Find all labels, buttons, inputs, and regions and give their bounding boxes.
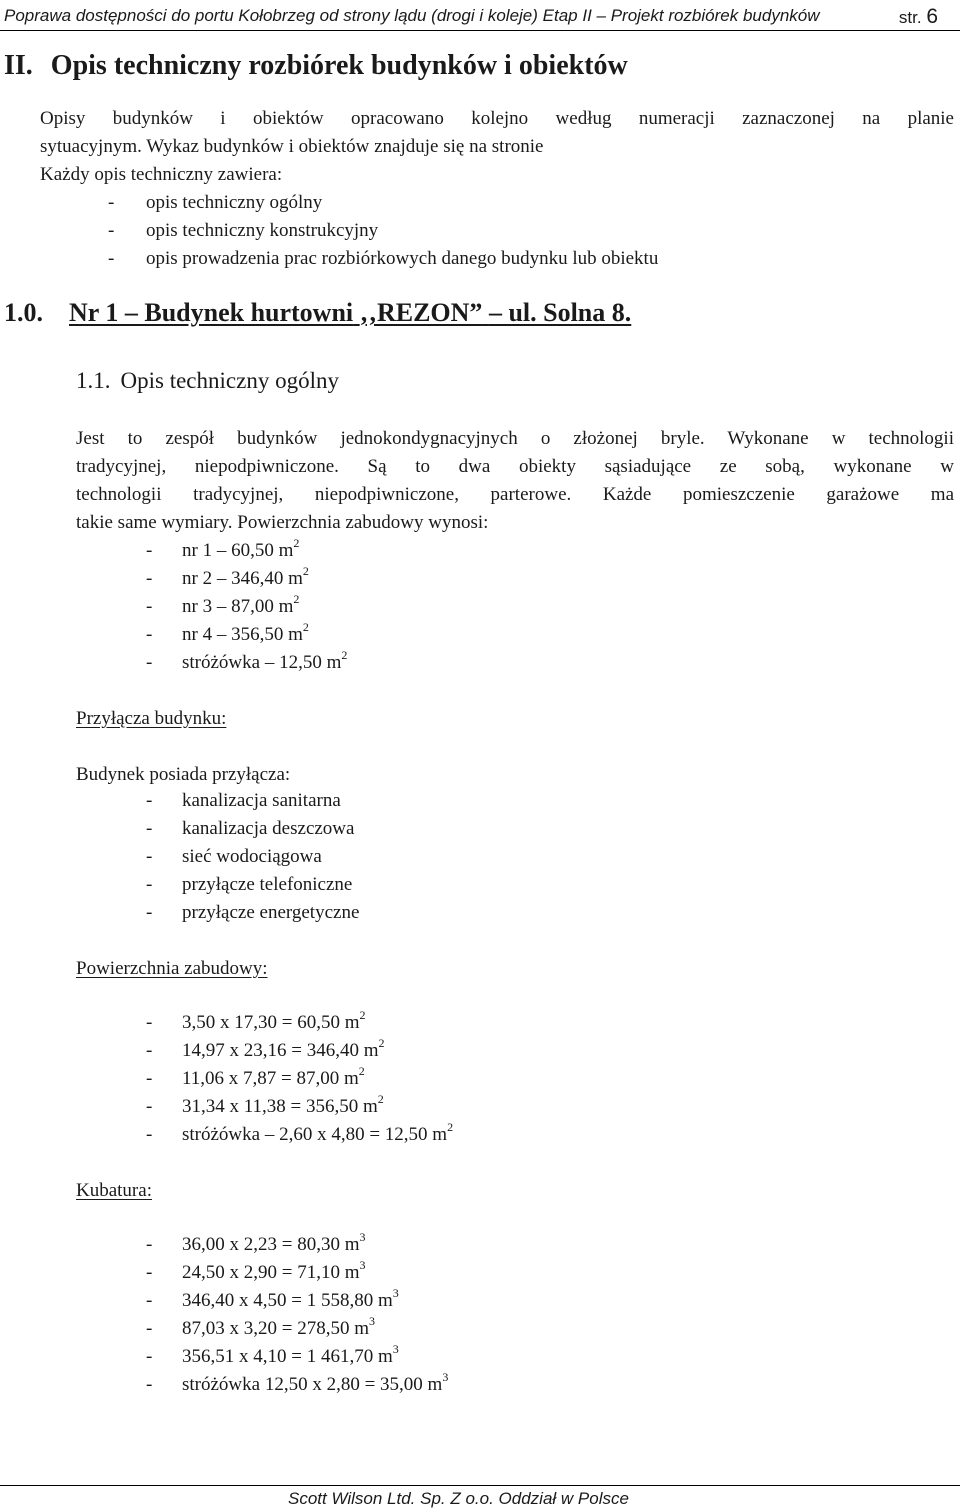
unit-exponent: 2 bbox=[378, 1036, 385, 1050]
list-item bbox=[146, 540, 152, 562]
connection-item: przyłącze telefoniczne bbox=[182, 874, 353, 895]
unit-exponent: 2 bbox=[341, 648, 348, 662]
bullet-dash: - bbox=[146, 568, 153, 589]
volume-item bbox=[182, 1370, 449, 1396]
calc-text: 87,03 x 3,20 = 278,50 m bbox=[182, 1318, 369, 1339]
list-item bbox=[146, 1040, 152, 1062]
unit-exponent: 2 bbox=[358, 1064, 365, 1078]
list-item bbox=[146, 1012, 152, 1034]
unit-exponent: 3 bbox=[359, 1258, 366, 1272]
bullet-dash: - bbox=[146, 902, 153, 923]
building-title-c: – ul. Solna 8. bbox=[488, 298, 632, 327]
unit-exponent: 2 bbox=[447, 1120, 454, 1134]
general-line-3: technologii tradycyjnej, niepodpiwniczone, parterowe. Każde pomieszczenie garażowe ma bbox=[76, 484, 954, 505]
volume-heading: Kubatura: bbox=[76, 1180, 152, 1201]
list-item bbox=[146, 1068, 152, 1090]
building-title-a: Nr 1 – Budynek hurtowni bbox=[69, 298, 354, 327]
built-area-item bbox=[182, 1120, 454, 1146]
page-number-label: str. bbox=[898, 8, 922, 27]
area-text: nr 2 – 346,40 m bbox=[182, 568, 303, 589]
list-item bbox=[146, 1290, 152, 1312]
unit-exponent: 2 bbox=[302, 620, 309, 634]
bullet-dash: - bbox=[146, 1012, 153, 1033]
area-item bbox=[182, 620, 309, 646]
area-text: nr 1 – 60,50 m bbox=[182, 540, 294, 561]
list-item bbox=[108, 220, 114, 242]
list-item bbox=[146, 652, 152, 674]
bullet-dash: - bbox=[146, 1124, 153, 1145]
list-item bbox=[108, 192, 114, 214]
subsection-heading bbox=[76, 368, 339, 394]
connection-item: kanalizacja sanitarna bbox=[182, 790, 341, 811]
subsection-number: 1.1. bbox=[76, 368, 111, 393]
list-item bbox=[146, 874, 152, 896]
bullet-dash: - bbox=[108, 220, 115, 241]
intro-line-1: Opisy budynków i obiektów opracowano kolejno według numeracji zaznaczonej na planie bbox=[40, 108, 954, 129]
volume-item bbox=[182, 1286, 399, 1312]
general-line-2: tradycyjnej, niepodpiwniczone. Są to dwa obiekty sąsiadujące ze sobą, wykonane w bbox=[76, 456, 954, 477]
page-footer: Scott Wilson Ltd. Sp. Z o.o. Oddział w Polsce bbox=[288, 1489, 629, 1508]
area-text: nr 3 – 87,00 m bbox=[182, 596, 294, 617]
bullet-dash: - bbox=[146, 1262, 153, 1283]
area-text: stróżówka – 12,50 m bbox=[182, 652, 342, 673]
list-item bbox=[146, 818, 152, 840]
page-number-value: 6 bbox=[926, 5, 938, 28]
bullet-dash: - bbox=[146, 624, 153, 645]
area-item bbox=[182, 564, 309, 590]
list-item bbox=[146, 1096, 152, 1118]
calc-text: 36,00 x 2,23 = 80,30 m bbox=[182, 1234, 360, 1255]
built-area-item bbox=[182, 1036, 385, 1062]
list-item bbox=[108, 248, 114, 270]
list-item bbox=[146, 790, 152, 812]
calc-text: stróżówka – 2,60 x 4,80 = 12,50 m bbox=[182, 1124, 448, 1145]
connections-heading: Przyłącza budynku: bbox=[76, 708, 227, 729]
calc-text: 11,06 x 7,87 = 87,00 m bbox=[182, 1068, 359, 1089]
built-area-heading: Powierzchnia zabudowy: bbox=[76, 958, 268, 979]
list-item bbox=[146, 1234, 152, 1256]
intro-line-3: Każdy opis techniczny zawiera: bbox=[40, 164, 283, 185]
bullet-dash: - bbox=[108, 192, 115, 213]
volume-item bbox=[182, 1342, 399, 1368]
bullet-dash: - bbox=[146, 874, 153, 895]
bullet-dash: - bbox=[146, 790, 153, 811]
bullet-dash: - bbox=[146, 1040, 153, 1061]
list-item bbox=[146, 568, 152, 590]
bullet-dash: - bbox=[146, 596, 153, 617]
list-item bbox=[146, 596, 152, 618]
built-area-item bbox=[182, 1092, 384, 1118]
list-item bbox=[146, 1346, 152, 1368]
calc-text: 31,34 x 11,38 = 356,50 m bbox=[182, 1096, 378, 1117]
connections-intro: Budynek posiada przyłącza: bbox=[76, 764, 291, 785]
unit-exponent: 3 bbox=[442, 1370, 449, 1384]
section-number: II. bbox=[4, 50, 33, 81]
unit-exponent: 3 bbox=[369, 1314, 375, 1328]
unit-exponent: 2 bbox=[293, 592, 300, 606]
list-item-text: opis techniczny konstrukcyjny bbox=[146, 220, 379, 241]
volume-item bbox=[182, 1314, 375, 1340]
unit-exponent: 2 bbox=[293, 536, 300, 550]
intro-line-2: sytuacyjnym. Wykaz budynków i obiektów znajduje się na stronie bbox=[40, 136, 544, 157]
area-item bbox=[182, 648, 348, 674]
page-header-title: Poprawa dostępności do portu Kołobrzeg od strony lądu (drogi i koleje) Etap II – Projekt rozbiórek budynków bbox=[4, 6, 820, 25]
bullet-dash: - bbox=[146, 1318, 153, 1339]
calc-text: 24,50 x 2,90 = 71,10 m bbox=[182, 1262, 360, 1283]
built-area-item bbox=[182, 1064, 365, 1090]
building-heading bbox=[4, 298, 631, 328]
list-item-text: opis prowadzenia prac rozbiórkowych danego budynku lub obiektu bbox=[146, 248, 659, 269]
bullet-dash: - bbox=[146, 540, 153, 561]
bullet-dash: - bbox=[146, 1374, 153, 1395]
calc-text: 356,51 x 4,10 = 1 461,70 m bbox=[182, 1346, 393, 1367]
connection-item: kanalizacja deszczowa bbox=[182, 818, 355, 839]
section-heading bbox=[4, 50, 628, 82]
header-rule bbox=[0, 30, 960, 31]
area-item bbox=[182, 592, 300, 618]
list-item bbox=[146, 1262, 152, 1284]
calc-text: 14,97 x 23,16 = 346,40 m bbox=[182, 1040, 379, 1061]
list-item bbox=[146, 1318, 152, 1340]
page-number bbox=[899, 5, 938, 29]
list-item bbox=[146, 1374, 152, 1396]
list-item bbox=[146, 624, 152, 646]
list-item-text: opis techniczny ogólny bbox=[146, 192, 323, 213]
building-number: 1.0. bbox=[4, 298, 43, 327]
footer-rule bbox=[0, 1485, 960, 1486]
volume-item bbox=[182, 1258, 366, 1284]
bullet-dash: - bbox=[146, 1068, 153, 1089]
bullet-dash: - bbox=[146, 1346, 153, 1367]
bullet-dash: - bbox=[108, 248, 115, 269]
bullet-dash: - bbox=[146, 818, 153, 839]
unit-exponent: 2 bbox=[302, 564, 309, 578]
unit-exponent: 2 bbox=[377, 1092, 384, 1106]
bullet-dash: - bbox=[146, 1290, 153, 1311]
list-item bbox=[146, 1124, 152, 1146]
unit-exponent: 3 bbox=[392, 1342, 399, 1356]
list-item bbox=[146, 902, 152, 924]
bullet-dash: - bbox=[146, 1234, 153, 1255]
area-text: nr 4 – 356,50 m bbox=[182, 624, 303, 645]
building-title-b: ‚‚REZON” bbox=[359, 298, 483, 327]
unit-exponent: 3 bbox=[359, 1230, 366, 1244]
unit-exponent: 3 bbox=[392, 1286, 399, 1300]
volume-item bbox=[182, 1230, 366, 1256]
built-area-item bbox=[182, 1008, 366, 1034]
bullet-dash: - bbox=[146, 846, 153, 867]
calc-text: stróżówka 12,50 x 2,80 = 35,00 m bbox=[182, 1374, 443, 1395]
unit-exponent: 2 bbox=[359, 1008, 366, 1022]
bullet-dash: - bbox=[146, 1096, 153, 1117]
connection-item: przyłącze energetyczne bbox=[182, 902, 360, 923]
general-line-4: takie same wymiary. Powierzchnia zabudowy wynosi: bbox=[76, 512, 489, 533]
bullet-dash: - bbox=[146, 652, 153, 673]
general-line-1: Jest to zespół budynków jednokondygnacyjnych o złożonej bryle. Wykonane w technologii bbox=[76, 428, 954, 449]
calc-text: 346,40 x 4,50 = 1 558,80 m bbox=[182, 1290, 393, 1311]
section-title: Opis techniczny rozbiórek budynków i obiektów bbox=[50, 50, 628, 81]
list-item bbox=[146, 846, 152, 868]
area-item bbox=[182, 536, 300, 562]
subsection-title: Opis techniczny ogólny bbox=[120, 368, 339, 393]
connection-item: sieć wodociągowa bbox=[182, 846, 322, 867]
calc-text: 3,50 x 17,30 = 60,50 m bbox=[182, 1012, 360, 1033]
